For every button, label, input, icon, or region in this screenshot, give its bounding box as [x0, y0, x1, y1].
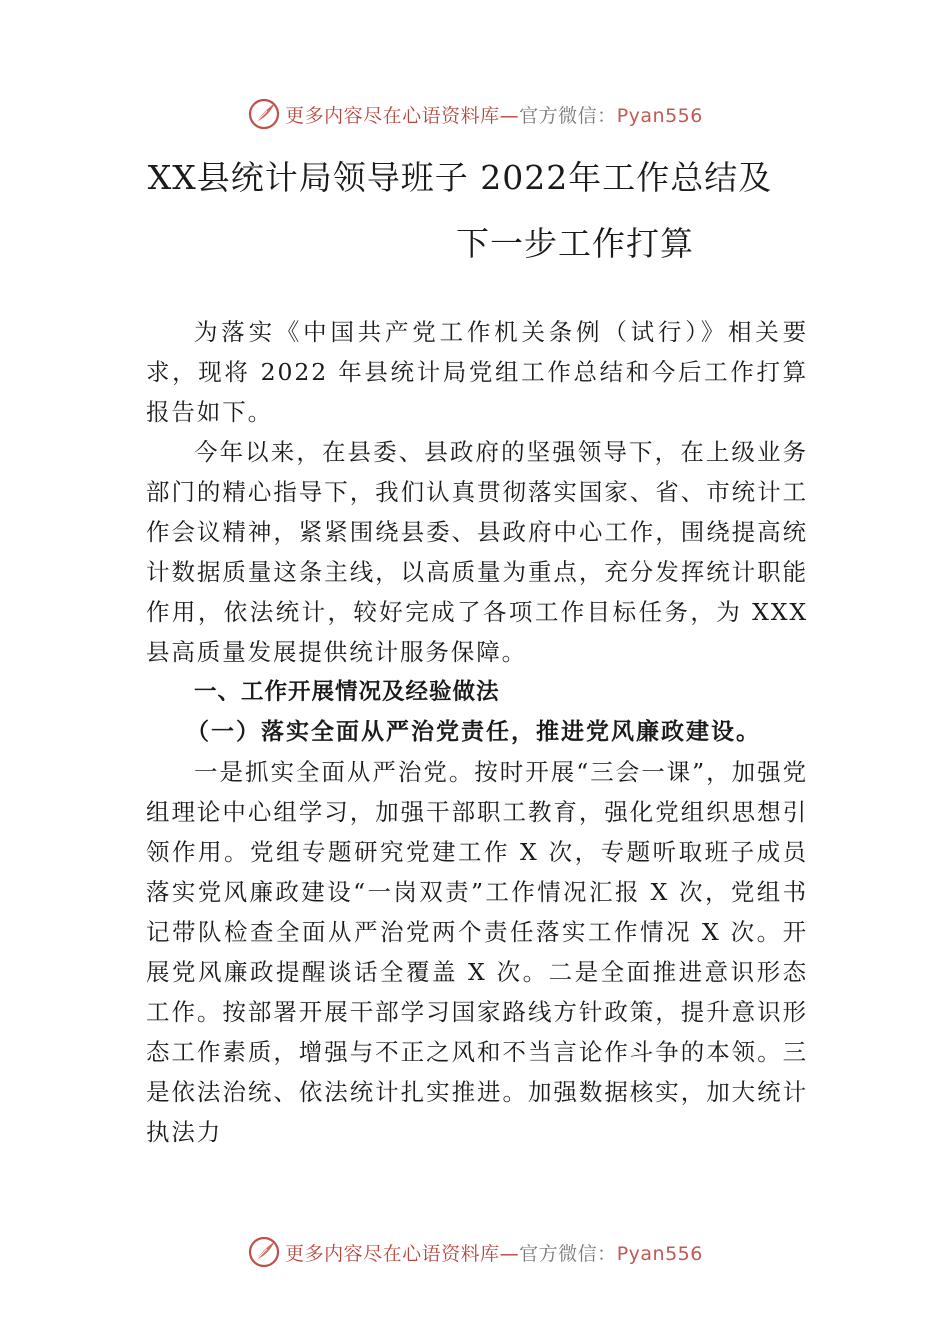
watermark-separator: —: [499, 104, 520, 127]
watermark-brand: 更多内容尽在心语资料库: [285, 104, 500, 127]
watermark-brand: 更多内容尽在心语资料库: [285, 1242, 500, 1265]
watermark-official: 官方微信：: [519, 104, 617, 127]
feather-pen-logo-icon: [247, 1235, 281, 1269]
section1-heading: 一、工作开展情况及经验做法: [194, 679, 500, 705]
watermark-separator: —: [499, 1242, 520, 1265]
subsection1-heading: （一）落实全面从严治党责任，推进党风廉政建设。: [186, 718, 761, 745]
document-body: [146, 312, 808, 1152]
subsection1-paragraph: 一是抓实全面从严治党。按时开展“三会一课”，加强党组理论中心组学习，加强干部职工教育，强化党组织思想引领作用。党组专题研究党建工作 X 次，专题听取班子成员落实党风廉政建设“一岗双责”工作情况汇报 X 次，党组书记带队检查全面从严治党两个责任落实工作情况 X 次。开展党风廉政提醒谈话全覆盖 X 次。二是全面推进意识形态工作。按部署开展干部学习国家路线方针政策，提升意识形态工作素质，增强与不正之风和不当言论作斗争的本领。三是依法治统、依法统计扎实推进。加强数据核实，加大统计执法力: [146, 758, 808, 1146]
watermark-official: 官方微信：: [519, 1242, 617, 1265]
document-title-line2: 下一步工作打算: [456, 224, 694, 263]
watermark-wechat-id: Pyan556: [616, 1242, 703, 1265]
intro-paragraph: 为落实《中国共产党工作机关条例（试行）》相关要求，现将 2022 年县统计局党组工作总结和今后工作打算报告如下。: [146, 318, 808, 426]
feather-pen-logo-icon: [247, 97, 281, 131]
document-title-line1: XX县统计局领导班子 2022年工作总结及: [147, 158, 773, 197]
watermark-footer: [0, 1232, 950, 1272]
overview-paragraph: 今年以来，在县委、县政府的坚强领导下，在上级业务部门的精心指导下，我们认真贯彻落实国家、省、市统计工作会议精神，紧紧围绕县委、县政府中心工作，围绕提高统计数据质量这条主线，以高质量为重点，充分发挥统计职能作用，依法统计，较好完成了各项工作目标任务，为 XXX 县高质量发展提供统计服务保障。: [146, 438, 808, 666]
watermark-header: [0, 94, 950, 134]
watermark-wechat-id: Pyan556: [616, 104, 703, 127]
